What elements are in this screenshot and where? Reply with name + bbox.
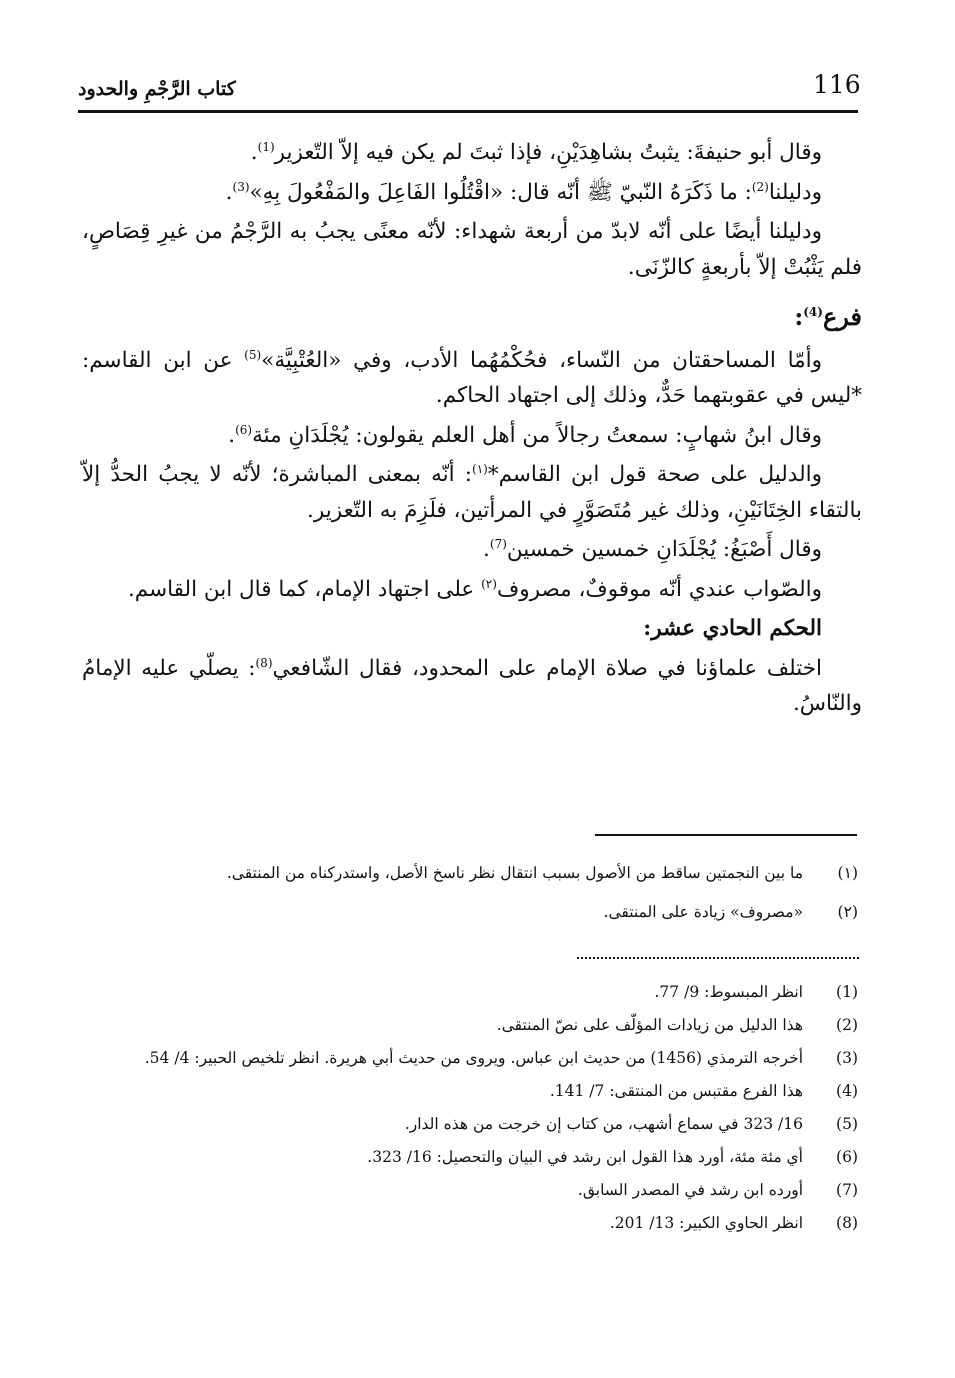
footnote-number: (٢) xyxy=(837,903,858,921)
footnote-number: (4) xyxy=(836,1082,858,1100)
footnote-text: انظر الحاوي الكبير: 13/ 201. xyxy=(609,1214,803,1232)
footnote-text: هذا الفرع مقتبس من المنتقى: 7/ 141. xyxy=(549,1082,803,1100)
footnote-number: (1) xyxy=(836,983,858,1001)
footnote-ref: (8) xyxy=(255,655,273,670)
source-footnotes xyxy=(82,980,862,1244)
footnote-text: أورده ابن رشد في المصدر السابق. xyxy=(577,1181,803,1199)
footnote xyxy=(82,860,862,886)
footnote-ref: (1) xyxy=(257,139,275,154)
footnote xyxy=(82,1046,862,1070)
paragraph: وأمّا المساحقتان من النّساء، فحُكْمُهُما الأدب، وفي «العُتْبِيَّة»$^{(5)}$ عن ابن القاسم: *ليس في عقوبتهما حَدٌّ، وذلك إلى اجتهاد الحاكم. xyxy=(82,347,862,408)
header-rule xyxy=(78,110,858,113)
section-heading: فرع$^{(4)}$: xyxy=(794,302,862,331)
footnote xyxy=(82,1079,862,1103)
footnote-number: (3) xyxy=(836,1049,858,1067)
paragraph: والصّواب عندي أنّه موقوفٌ، مصروف$^{(٢)}$ على اجتهاد الإمام، كما قال ابن القاسم. xyxy=(127,576,822,602)
footnote-ref: (٢) xyxy=(481,576,497,591)
footnote-number: (6) xyxy=(836,1148,858,1166)
footnote-ref: (4) xyxy=(803,305,823,319)
footnote-rule xyxy=(595,834,857,836)
main-text xyxy=(82,135,862,726)
footnote-number: (8) xyxy=(836,1214,858,1232)
editor-footnotes xyxy=(82,860,862,938)
footnote-ref: (2) xyxy=(751,179,769,194)
footnote-number: (2) xyxy=(836,1016,858,1034)
footnote-number: (5) xyxy=(836,1115,858,1133)
page-number: 116 xyxy=(813,70,861,99)
footnote xyxy=(82,980,862,1004)
footnote-ref: (6) xyxy=(235,422,253,437)
ruling-heading: الحكم الحادي عشر: xyxy=(643,616,822,641)
footnote-text: 16/ 323 في سماع أشهب، من كتاب إن خرجت من هذه الدار. xyxy=(404,1115,803,1133)
paragraph: وقال أَصْبَغُ: يُجْلَدَانِ خمسين خمسين$^{(7)}$. xyxy=(483,536,822,562)
footnote-ref: (5) xyxy=(244,347,262,362)
paragraph: وقال ابنُ شهابٍ: سمعتُ رجالاً من أهل العلم يقولون: يُجْلَدَانِ مئة$^{(6)}$. xyxy=(228,422,822,448)
footnote-text: ما بين النجمتين ساقط من الأصول بسبب انتقال نظر ناسخ الأصل، واستدركناه من المنتقى. xyxy=(226,864,803,882)
footnote xyxy=(82,899,862,925)
footnote xyxy=(82,1178,862,1202)
footnote-text: انظر المبسوط: 9/ 77. xyxy=(654,983,803,1001)
footnote-ref: (7) xyxy=(489,536,507,551)
paragraph: اختلف علماؤنا في صلاة الإمام على المحدود، فقال الشّافعي$^{(8)}$: يصلّي عليه الإمامُ والنّاسُ. xyxy=(82,655,862,716)
footnote xyxy=(82,1013,862,1037)
paragraph: ودليلنا$^{(2)}$: ما ذَكَرَهُ النّبيّ ﷺ أنّه قال: «اقْتُلُوا الفَاعِلَ والمَفْعُولَ بِهِ»$^{(3)}$. xyxy=(225,179,822,205)
paragraph: ودليلنا أيضًا على أنّه لابدّ من أربعة شهداء: لأنّه معنًى يجبُ به الرَّجْمُ من غيرِ قِصَاصٍ، فلم يَثْبُتْ إلاّ بأربعةٍ كالزّنَى. xyxy=(82,219,862,280)
paragraph: والدليل على صحة قول ابن القاسم*$^{(١)}$: أنّه بمعنى المباشرة؛ لأنّه لا يجبُ الحدُّ إلاّ بالتقاء الخِتَانَيْنِ، وذلك غير مُتَصَوَّرٍ في المرأتين، فلَزِمَ به التّعزير. xyxy=(82,461,862,523)
footnote-ref: (3) xyxy=(232,179,250,194)
footnote xyxy=(82,1211,862,1235)
footnote-ref: (١) xyxy=(472,461,488,476)
running-title: كتاب الرَّجْمِ والحدود xyxy=(78,78,236,100)
footnote-number: (7) xyxy=(836,1181,858,1199)
footnote-number: (١) xyxy=(837,864,858,882)
dotted-separator xyxy=(577,957,859,959)
footnote-text: هذا الدليل من زيادات المؤلّف على نصّ المنتقى. xyxy=(496,1016,803,1034)
footnote xyxy=(82,1112,862,1136)
footnote-text: أي مئة مئة، أورد هذا القول ابن رشد في البيان والتحصيل: 16/ 323. xyxy=(367,1148,803,1166)
footnote-text: «مصروف» زيادة على المنتقى. xyxy=(603,903,803,921)
paragraph: وقال أبو حنيفةَ: يثبتُ بشاهِدَيْنِ، فإذا ثبتَ لم يكن فيه إلاّ التّعزير$^{(1)}$. xyxy=(250,139,822,165)
page-header xyxy=(78,68,861,108)
footnote-text: أخرجه الترمذي (1456) من حديث ابن عباس. ويروى من حديث أبي هريرة. انظر تلخيص الحبير: 4/ 54. xyxy=(144,1049,803,1067)
footnote xyxy=(82,1145,862,1169)
